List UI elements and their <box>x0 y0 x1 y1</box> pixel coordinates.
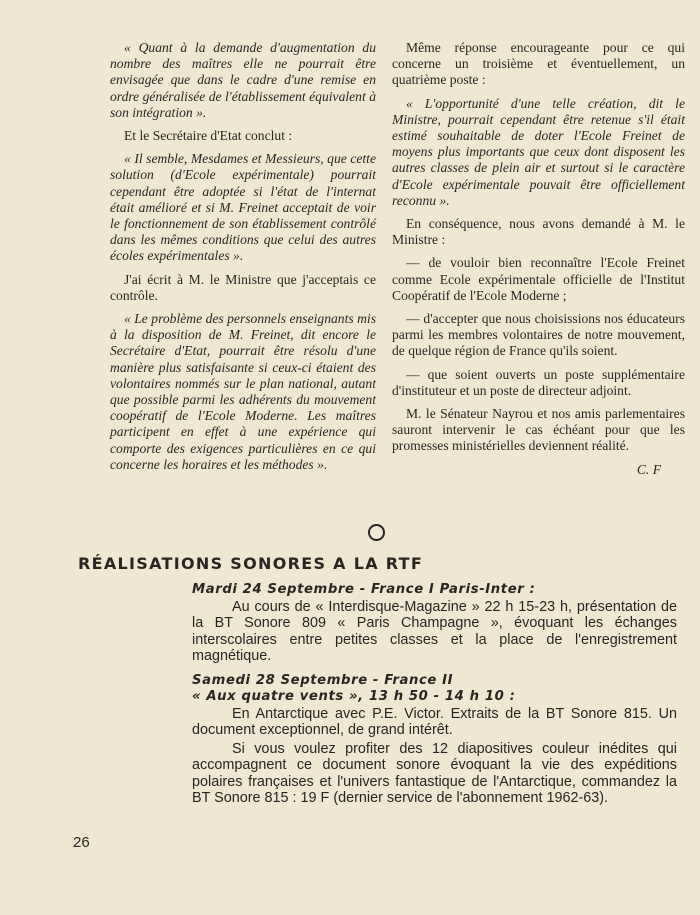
paragraph: M. le Sénateur Nayrou et nos amis parlementaires sauront intervenir le cas échéant pour que les promesses ministérielles deviennent réalité. <box>392 406 685 454</box>
quote-paragraph: « L'opportunité d'une telle création, dit le Ministre, pourrait cependant être retenue s'il était estimé souhaitable de doter l'Ecole Freinet de moyens plus importants que ceux dont disposent les autres classes de plein air et surtout si le caractère d'Ecole expérimentale pouvait être officiellement reconnu ». <box>392 95 685 208</box>
page-number: 26 <box>73 834 90 851</box>
radio-section-body <box>192 582 677 809</box>
paragraph: — que soient ouverts un poste supplémentaire d'instituteur et un poste de directeur adjoint. <box>392 366 685 398</box>
broadcast-description: En Antarctique avec P.E. Victor. Extraits de la BT Sonore 815. Un document exceptionnel, de grand intérêt. <box>192 705 677 738</box>
quote-paragraph: « Il semble, Mesdames et Messieurs, que cette solution (d'Ecole expérimentale) pourrait cependant être adoptée si l'état de l'internat était amélioré et si M. Freinet acceptait de voir le fonctionnement de son établissement contrôlé dans les mêmes conditions que celui des autres écoles expérimentales ». <box>110 151 376 264</box>
broadcast-description: Au cours de « Interdisque-Magazine » 22 h 15-23 h, présentation de la BT Sonore 809 « Paris Champagne », évoquant les échanges interscolaires entre petites classes et la place de l'enregistrement magnétique. <box>192 598 677 664</box>
broadcast-description: Si vous voulez profiter des 12 diapositives couleur inédites qui accompagnent ce document sonore évoquant la vie des expéditions polaires françaises et l'univers fantastique de l'Antarctique, commandez la BT Sonore 815 : 19 F (dernier service de l'abonnement 1962-63). <box>192 740 677 806</box>
quote-paragraph: « Quant à la demande d'augmentation du nombre des maîtres elle ne pourrait être envisagée que dans le cadre d'une remise en ordre généralisée de l'établissement équivalent à son intégration ». <box>110 40 376 120</box>
paragraph: En conséquence, nous avons demandé à M. le Ministre : <box>392 216 685 248</box>
paragraph: — d'accepter que nous choisissions nos éducateurs parmi les membres volontaires de notre mouvement, de quelque région de France qu'ils soient. <box>392 311 685 359</box>
quote-paragraph: « Le problème des personnels enseignants mis à la disposition de M. Freinet, dit encore le Secrétaire d'Etat, pourrait être résolu d'une manière plus satisfaisante si ceux-ci étaient des volontaires nommés sur le plan national, autant que possible parmi les adhérents du mouvement coopératif de l'Ecole Moderne. Les maîtres participent en effet à une expérience qui comporte des exigences particulières en ce qui concerne les horaires et les méthodes ». <box>110 311 376 472</box>
broadcast-heading: « Aux quatre vents », 13 h 50 - 14 h 10 : <box>192 689 516 704</box>
paragraph: Même réponse encourageante pour ce qui concerne un troisième et éventuellement, un quatrième poste : <box>392 40 685 88</box>
section-separator-circle <box>368 524 385 541</box>
paragraph: Et le Secrétaire d'Etat conclut : <box>124 128 293 144</box>
radio-section-title: RÉALISATIONS SONORES A LA RTF <box>78 554 424 573</box>
signature: C. F <box>636 461 661 477</box>
right-column <box>392 40 685 485</box>
paragraph: — de vouloir bien reconnaître l'Ecole Freinet comme Ecole expérimentale officielle de l'Institut Coopératif de l'Ecole Moderne ; <box>392 255 685 303</box>
broadcast-heading: Samedi 28 Septembre - France II <box>192 672 454 688</box>
broadcast-heading: Mardi 24 Septembre - France I Paris-Inter : <box>192 582 536 597</box>
left-column <box>110 40 376 480</box>
paragraph: J'ai écrit à M. le Ministre que j'acceptais ce contrôle. <box>110 271 376 303</box>
